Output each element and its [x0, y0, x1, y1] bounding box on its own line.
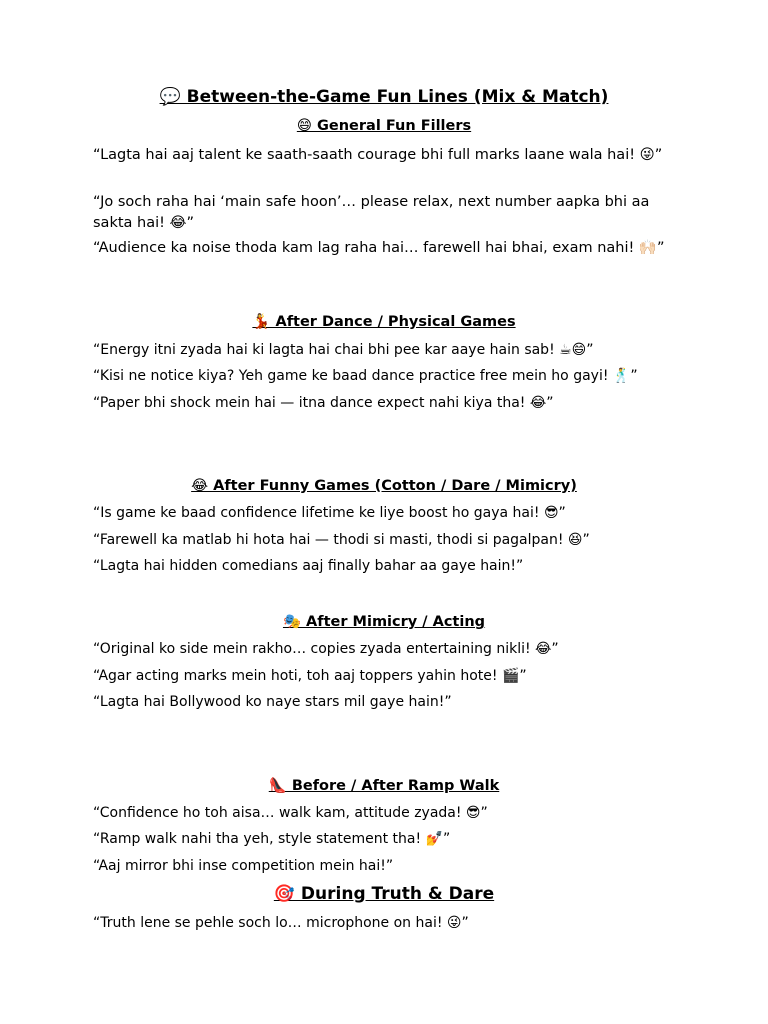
fun-line: “Agar acting marks mein hoti, toh aaj toppers yahin hote! 🎬”: [93, 668, 527, 684]
fun-line: “Kisi ne notice kiya? Yeh game ke baad dance practice free mein ho gayi! 🕺”: [93, 368, 638, 384]
fun-line: “Farewell ka matlab hi hota hai — thodi si masti, thodi si pagalpan! 😆”: [93, 532, 590, 548]
section-heading-funny: 😂 After Funny Games (Cotton / Dare / Mimicry): [191, 478, 577, 494]
fun-line: “Energy itni zyada hai ki lagta hai chai bhi pee kar aaye hain sab! ☕😄”: [93, 342, 594, 358]
fun-line: “Paper bhi shock mein hai — itna dance expect nahi kiya tha! 😂”: [93, 395, 554, 411]
page-title: 💬 Between-the-Game Fun Lines (Mix & Match): [159, 87, 609, 107]
section-heading-mimicry: 🎭 After Mimicry / Acting: [282, 614, 486, 630]
fun-line: “Jo soch raha hai ‘main safe hoon’… please relax, next number aapka bhi aa sakta hai! 😂”: [93, 194, 654, 231]
fun-line: “Lagta hai Bollywood ko naye stars mil gaye hain!”: [93, 694, 452, 710]
fun-line: “Aaj mirror bhi inse competition mein hai!”: [93, 858, 394, 874]
fun-line: “Is game ke baad confidence lifetime ke liye boost ho gaya hai! 😎”: [93, 505, 566, 521]
fun-line: “Original ko side mein rakho… copies zyada entertaining nikli! 😂”: [93, 641, 559, 657]
fun-line: “Lagta hai hidden comedians aaj finally bahar aa gaye hain!”: [93, 558, 524, 574]
fun-line: “Truth lene se pehle soch lo… microphone on hai! 😜”: [93, 915, 469, 931]
fun-line: “Ramp walk nahi tha yeh, style statement tha! 💅”: [93, 831, 451, 847]
section-heading-dance: 💃 After Dance / Physical Games: [252, 314, 516, 330]
fun-line: “Confidence ho toh aisa… walk kam, attitude zyada! 😎”: [93, 805, 488, 821]
fun-line: “Audience ka noise thoda kam lag raha hai… farewell hai bhai, exam nahi! 🙌🏻”: [93, 240, 665, 256]
section-heading-truth: 🎯 During Truth & Dare: [273, 884, 495, 904]
section-heading-ramp: 👠 Before / After Ramp Walk: [268, 778, 500, 794]
section-heading-general: 😄 General Fun Fillers: [296, 118, 472, 134]
fun-line: “Lagta hai aaj talent ke saath-saath courage bhi full marks laane wala hai! 😜”: [93, 147, 663, 163]
